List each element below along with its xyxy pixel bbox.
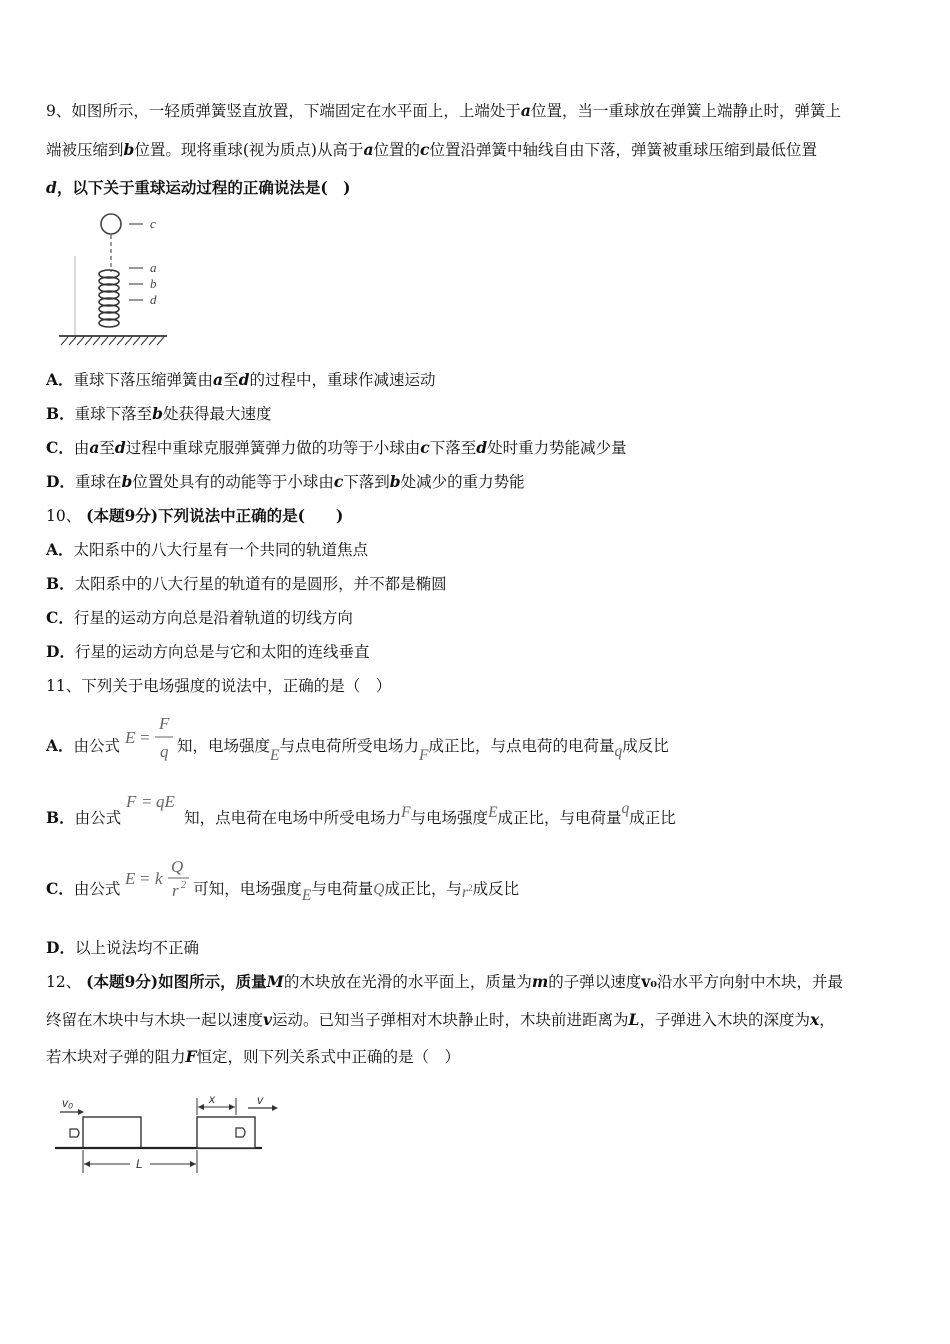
q10-option-d[interactable]: D．行星的运动方向总是与它和太阳的连线垂直 bbox=[46, 642, 370, 661]
q12-number: 12、 bbox=[46, 973, 82, 991]
q11-option-b[interactable]: B．由公式 F = qE 知，点电荷在电场中所受电场力F与电场强度E成正比，与电荷量q成正比 bbox=[46, 792, 676, 827]
svg-text:F: F bbox=[158, 714, 170, 733]
bullet-block-figure bbox=[52, 1093, 282, 1178]
block-initial bbox=[83, 1117, 141, 1148]
svg-text:Q: Q bbox=[171, 857, 184, 876]
label-l: L bbox=[136, 1157, 143, 1171]
svg-text:=: = bbox=[141, 792, 153, 811]
q10-stem: 10、 (本题9分)下列说法中正确的是( ) bbox=[46, 506, 344, 525]
q9-option-b[interactable]: B．重球下落至b处获得最大速度 bbox=[46, 404, 272, 423]
label-v: v bbox=[257, 1093, 263, 1107]
q11-option-d[interactable]: D．以上说法均不正确 bbox=[46, 938, 199, 957]
block-final bbox=[197, 1117, 255, 1148]
svg-text:E: E bbox=[125, 869, 136, 888]
label-d: d bbox=[150, 292, 157, 307]
label-v0: v₀ bbox=[62, 1096, 74, 1110]
svg-text:F: F bbox=[126, 792, 137, 811]
q11-option-a[interactable]: A．由公式 E = F q 知，电场强度E与点电荷所受电场力F成正比，与点电荷的电荷量q成反比 bbox=[46, 714, 669, 764]
q9-option-c[interactable]: C．由a至d过程中重球克服弹簧弹力做的功等于小球由c下落至d处时重力势能减少量 bbox=[46, 438, 627, 457]
svg-text:k: k bbox=[155, 869, 163, 888]
bullet-icon bbox=[70, 1129, 79, 1137]
svg-text:q: q bbox=[159, 742, 169, 761]
ball-icon bbox=[101, 214, 121, 234]
q10-number: 10、 bbox=[46, 507, 82, 525]
label-a: a bbox=[150, 260, 157, 275]
bullet-embedded-icon bbox=[236, 1128, 245, 1137]
spring-icon bbox=[99, 270, 119, 327]
q10-option-a[interactable]: A．太阳系中的八大行星有一个共同的轨道焦点 bbox=[46, 540, 369, 559]
q9-option-d[interactable]: D．重球在b位置处具有的动能等于小球由c下落到b处减少的重力势能 bbox=[46, 472, 525, 491]
q9-option-a[interactable]: A．重球下落压缩弹簧由a至d的过程中，重球作减速运动 bbox=[46, 370, 436, 389]
q12-stem-line3: 若木块对子弹的阻力F恒定，则下列关系式中正确的是（ ） bbox=[46, 1047, 461, 1066]
q9-stem-line1: 9、如图所示，一轻质弹簧竖直放置，下端固定在水平面上，上端处于a位置，当一重球放在弹簧上端静止时，弹簧上 bbox=[46, 101, 841, 120]
svg-text:=: = bbox=[138, 728, 151, 747]
q9-stem-line3: d，以下关于重球运动过程的正确说法是( ) bbox=[46, 178, 351, 197]
q11-number: 11、 bbox=[46, 677, 82, 695]
q11-option-c[interactable]: C．由公式 E = k Q r 2 可知，电场强度E与电荷量Q成正比，与r2成反比 bbox=[46, 857, 520, 904]
q10-option-b[interactable]: B．太阳系中的八大行星的轨道有的是圆形，并不都是椭圆 bbox=[46, 574, 447, 593]
formula-e-eq-f-over-q bbox=[124, 714, 177, 761]
svg-text:=: = bbox=[139, 869, 151, 888]
q12-stem-line1: 12、 (本题9分)如图所示，质量M的木块放在光滑的水平面上，质量为m的子弹以速度v₀沿水平方向射中木块，并最 bbox=[46, 972, 844, 991]
q9-stem-line2: 端被压缩到b位置。现将重球(视为质点)从高于a位置的c位置沿弹簧中轴线自由下落，弹簧被重球压缩到最低位置 bbox=[46, 140, 817, 159]
q10-option-c[interactable]: C．行星的运动方向总是沿着轨道的切线方向 bbox=[46, 608, 353, 627]
svg-text:2: 2 bbox=[181, 880, 187, 891]
svg-text:E: E bbox=[124, 728, 136, 747]
label-b: b bbox=[150, 276, 157, 291]
spring-figure bbox=[55, 208, 185, 348]
label-x: x bbox=[209, 1092, 215, 1106]
q12-stem-line2: 终留在木块中与木块一起以速度v运动。已知当子弹相对木块静止时，木块前进距离为L，子弹进入木块的深度为x， bbox=[46, 1010, 835, 1029]
label-c: c bbox=[150, 216, 156, 231]
q11-stem: 11、下列关于电场强度的说法中，正确的是（ ） bbox=[46, 677, 392, 695]
svg-text:r: r bbox=[172, 881, 179, 900]
svg-text:qE: qE bbox=[156, 792, 175, 811]
formula-e-eq-kq-over-r2 bbox=[125, 857, 193, 900]
q9-number: 9、 bbox=[46, 102, 72, 120]
formula-f-eq-qe bbox=[126, 792, 184, 829]
